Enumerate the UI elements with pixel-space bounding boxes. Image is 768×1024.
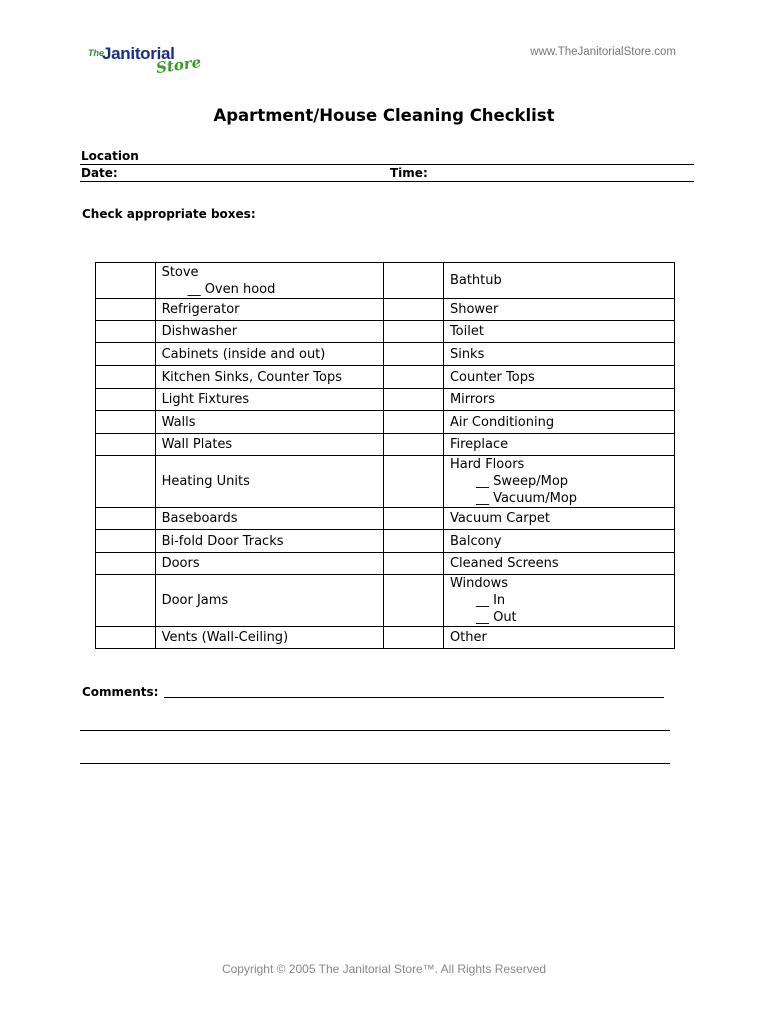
location-field[interactable] — [80, 149, 694, 165]
checklist-item — [155, 434, 384, 456]
comments-line-3[interactable] — [80, 763, 670, 764]
checklist-item-label: Stove — [161, 264, 199, 280]
checklist-item — [155, 530, 384, 553]
date-label: Date: — [81, 166, 118, 180]
checklist-item — [155, 553, 384, 575]
checkbox-cell[interactable] — [384, 366, 444, 389]
checklist-item — [155, 456, 384, 508]
comments-label: Comments: — [82, 685, 159, 699]
checkbox-cell[interactable] — [96, 456, 156, 508]
checklist-item-label: Other — [449, 630, 487, 645]
checklist-item — [443, 321, 674, 343]
checklist-item-label: Balcony — [449, 533, 502, 549]
checklist-item — [443, 575, 674, 627]
cleaning-checklist-table — [95, 262, 675, 649]
checkbox-cell[interactable] — [384, 530, 444, 553]
checkbox-cell[interactable] — [384, 343, 444, 366]
website-url: www.TheJanitorialStore.com — [530, 46, 676, 58]
janitorial-store-logo — [88, 42, 208, 76]
checkbox-cell[interactable] — [384, 553, 444, 575]
checklist-item-label: Fireplace — [449, 437, 509, 452]
checkbox-cell[interactable] — [96, 343, 156, 366]
checkbox-cell[interactable] — [96, 389, 156, 411]
checklist-item-label: Sinks — [449, 346, 485, 362]
table-row — [96, 366, 675, 389]
table-row — [96, 389, 675, 411]
checkbox-cell[interactable] — [384, 434, 444, 456]
checkbox-cell[interactable] — [384, 321, 444, 343]
checklist-item-label: Air Conditioning — [449, 414, 555, 430]
checklist-item-label: Bathtub — [449, 273, 502, 288]
table-row — [96, 434, 675, 456]
page-title: Apartment/House Cleaning Checklist — [213, 106, 555, 125]
checklist-item-label: Cleaned Screens — [449, 556, 559, 571]
checklist-item-label: Vacuum Carpet — [449, 511, 550, 526]
checkbox-cell[interactable] — [384, 389, 444, 411]
checklist-item — [155, 575, 384, 627]
checkbox-cell[interactable] — [384, 627, 444, 649]
checkbox-cell[interactable] — [96, 411, 156, 434]
checklist-item-label: Toilet — [449, 324, 484, 339]
table-row — [96, 627, 675, 649]
checklist-sub-item[interactable]: __ In — [475, 593, 506, 608]
checklist-sub-item[interactable]: __ Out — [475, 610, 517, 625]
checkbox-cell[interactable] — [96, 575, 156, 627]
checklist-item — [443, 389, 674, 411]
table-row — [96, 321, 675, 343]
logo-store-text: Store — [154, 52, 203, 78]
checklist-item — [155, 343, 384, 366]
table-row — [96, 456, 675, 508]
checklist-item-label: Light Fixtures — [161, 392, 250, 407]
date-time-field[interactable] — [80, 166, 694, 182]
checkbox-cell[interactable] — [384, 299, 444, 321]
checkbox-cell[interactable] — [96, 321, 156, 343]
checklist-item — [155, 508, 384, 530]
checklist-item-label: Shower — [449, 302, 499, 317]
checklist-item — [443, 553, 674, 575]
checklist-item — [155, 299, 384, 321]
checklist-item-label: Hard Floors — [449, 457, 525, 472]
checklist-item-label: Doors — [161, 556, 200, 571]
checkbox-cell[interactable] — [96, 299, 156, 321]
checklist-sub-item[interactable]: __ Sweep/Mop — [475, 474, 569, 489]
checklist-item-label: Kitchen Sinks, Counter Tops — [161, 369, 343, 385]
checklist-item-label: Windows — [449, 576, 508, 591]
checklist-item-label: Heating Units — [161, 474, 250, 489]
checklist-item — [155, 263, 384, 299]
checkbox-cell[interactable] — [96, 508, 156, 530]
copyright-footer: Copyright © 2005 The Janitorial Store™. All Rights Reserved — [221, 962, 547, 976]
checkbox-cell[interactable] — [96, 553, 156, 575]
checklist-item — [443, 263, 674, 299]
checklist-item — [443, 366, 674, 389]
checklist-item-label: Refrigerator — [161, 302, 240, 317]
checkbox-cell[interactable] — [384, 411, 444, 434]
instructions: Check appropriate boxes: — [82, 207, 256, 221]
table-row — [96, 343, 675, 366]
checklist-item-label: Counter Tops — [449, 369, 535, 385]
checklist-item — [155, 389, 384, 411]
checklist-item — [443, 530, 674, 553]
checklist-item — [443, 508, 674, 530]
checklist-item — [443, 627, 674, 649]
checklist-item — [443, 411, 674, 434]
table-row — [96, 263, 675, 299]
checkbox-cell[interactable] — [96, 530, 156, 553]
checklist-item-label: Dishwasher — [161, 324, 238, 339]
checklist-item — [443, 299, 674, 321]
checkbox-cell[interactable] — [96, 434, 156, 456]
time-label: Time: — [390, 166, 428, 180]
checklist-item-label: Door Jams — [161, 593, 229, 608]
checkbox-cell[interactable] — [96, 366, 156, 389]
table-row — [96, 411, 675, 434]
checklist-item-label: Bi-fold Door Tracks — [161, 533, 284, 549]
checklist-item-label: Mirrors — [449, 392, 496, 407]
checkbox-cell[interactable] — [384, 263, 444, 299]
table-row — [96, 553, 675, 575]
checklist-item-label: Wall Plates — [161, 437, 233, 452]
checkbox-cell[interactable] — [384, 508, 444, 530]
checklist-item — [155, 366, 384, 389]
checklist-item — [155, 627, 384, 649]
table-row — [96, 508, 675, 530]
table-row — [96, 299, 675, 321]
checklist-item-label: Vents (Wall-Ceiling) — [161, 630, 289, 645]
checklist-sub-item[interactable]: __ Vacuum/Mop — [475, 491, 578, 506]
checklist-item-label: Baseboards — [161, 511, 238, 526]
logo-janitorial-text: Janitorial — [102, 44, 175, 63]
location-label: Location — [81, 149, 139, 163]
checklist-item — [155, 411, 384, 434]
checklist-item-label: Walls — [161, 414, 196, 430]
checkbox-cell[interactable] — [96, 627, 156, 649]
checklist-item — [155, 321, 384, 343]
checklist-sub-item[interactable]: __ Oven hood — [187, 281, 276, 297]
comments-line-1[interactable] — [164, 697, 664, 698]
comments-line-2[interactable] — [80, 730, 670, 731]
checkbox-cell[interactable] — [96, 263, 156, 299]
table-row — [96, 530, 675, 553]
table-row — [96, 575, 675, 627]
checklist-item-label: Cabinets (inside and out) — [161, 346, 326, 362]
checklist-item — [443, 434, 674, 456]
checklist-item — [443, 456, 674, 508]
logo-the-text: The — [88, 48, 105, 58]
checklist-item — [443, 343, 674, 366]
checkbox-cell[interactable] — [384, 575, 444, 627]
checkbox-cell[interactable] — [384, 456, 444, 508]
